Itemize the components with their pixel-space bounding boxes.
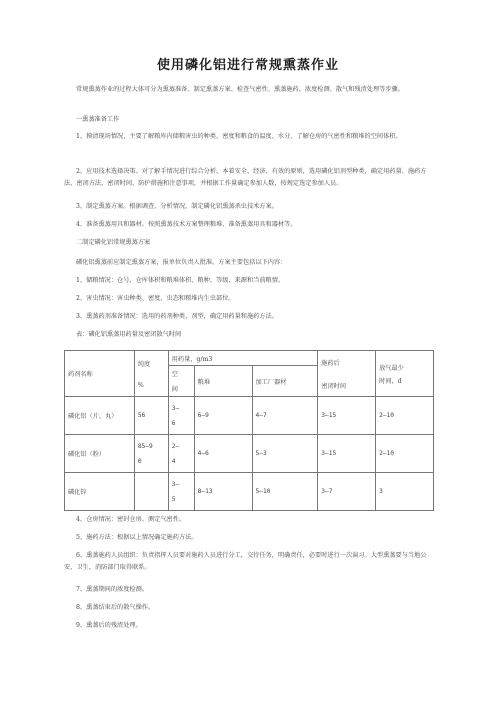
list-item: 4、仓房情况：密封仓房、测定气密性。 <box>76 516 186 523</box>
table-row: 磷化锌 3— 5 8—13 5—10 3—7 3 <box>65 473 434 511</box>
list-item: 3、制定熏蒸方案。根据调查、分析情况，制定磷化铝熏蒸杀虫技术方案。 <box>76 203 278 210</box>
list-item: 4、准备熏蒸用具和器材。按照熏蒸技术方案整理粮堆、准备熏蒸用具和器材等。 <box>76 221 297 228</box>
list-item: 8、熏蒸结束后的散气操作。 <box>76 604 155 611</box>
list-item: 磷化铝熏蒸前应制定熏蒸方案，报单位负责人批准。方案主要包括以下内容： <box>76 259 287 266</box>
section-heading: 二制定磷化铝常规熏蒸方案 <box>76 239 151 246</box>
list-item: 2、害虫情况：害虫种类、密度、虫态和粮堆内生虫部位。 <box>76 295 235 302</box>
table-row: 磷化铝（片、丸） 56 3— 6 6—9 4—7 3—15 2—10 <box>65 397 434 435</box>
list-item: 3、熏蒸药剂准备情况：选用的药剂种类、剂型，确定用药量和施药方法。 <box>76 313 278 320</box>
page-title: 使用磷化铝进行常规熏蒸作业 <box>156 58 339 73</box>
list-item: 6、熏蒸施药人员组织：负责指挥人员要对施药人员进行分工，交待任务，明确责任，必要时进行一次演习。大型熏蒸要与当地公安、卫生、消防部门取得联系。 <box>64 552 427 571</box>
list-item: 2、应用技术选择决策。对了解手情况进行综合分析，本着安全、经济、有效的原则，选用磷化铝剂型种类，确定用药量、施药方法、密闭方法、密闭时间、防护措施和注意事项，并根据工作量确定参加人数，按规定选定参加人员。 <box>64 168 427 187</box>
dosage-table <box>64 350 434 511</box>
list-item: 5、施药方法：根据以上情况确定施药方法。 <box>76 534 198 541</box>
header-dose: 用药量，g/m3 <box>168 351 318 366</box>
intro-paragraph: 常规熏蒸作业的过程大体可分为熏蒸准备、制定熏蒸方案、检查气密性、熏蒸施药、浓度检测、散气和残渣处理等步骤。 <box>76 86 404 93</box>
header-vent: 放气最少 时间，d <box>376 351 434 397</box>
list-item: 1、摸清现场情况，主要了解粮库内储粮害虫的种类、密度和粮食的温度、水分，了解仓房的气密性和粮堆的空间体积。 <box>76 133 402 140</box>
header-purity: 纯度 % <box>134 351 168 397</box>
list-item: 7、熏蒸期间的浓度检测。 <box>76 586 148 593</box>
list-item: 9、熏蒸后的残渣处理。 <box>76 622 142 629</box>
section-heading: 一熏蒸准备工作 <box>76 116 120 123</box>
table-caption: 表：磷化铝熏蒸用药量及密闭散气时间 <box>76 331 182 338</box>
list-item: 1、储粮情况：仓号、仓库体积和粮堆体积、粮种、等级、来源和当前粮情。 <box>76 277 285 284</box>
header-seal: 施药后 密闭时间 <box>318 351 376 397</box>
header-name: 药剂名称 <box>65 351 135 397</box>
header-factory: 加工厂器材 <box>252 366 318 397</box>
header-space: 空 间 <box>168 366 194 397</box>
header-grain: 粮堆 <box>194 366 252 397</box>
table-row: 磷化铝（粉） 85—9 0 2— 4 4—6 5—3 3—15 2—10 <box>65 435 434 473</box>
